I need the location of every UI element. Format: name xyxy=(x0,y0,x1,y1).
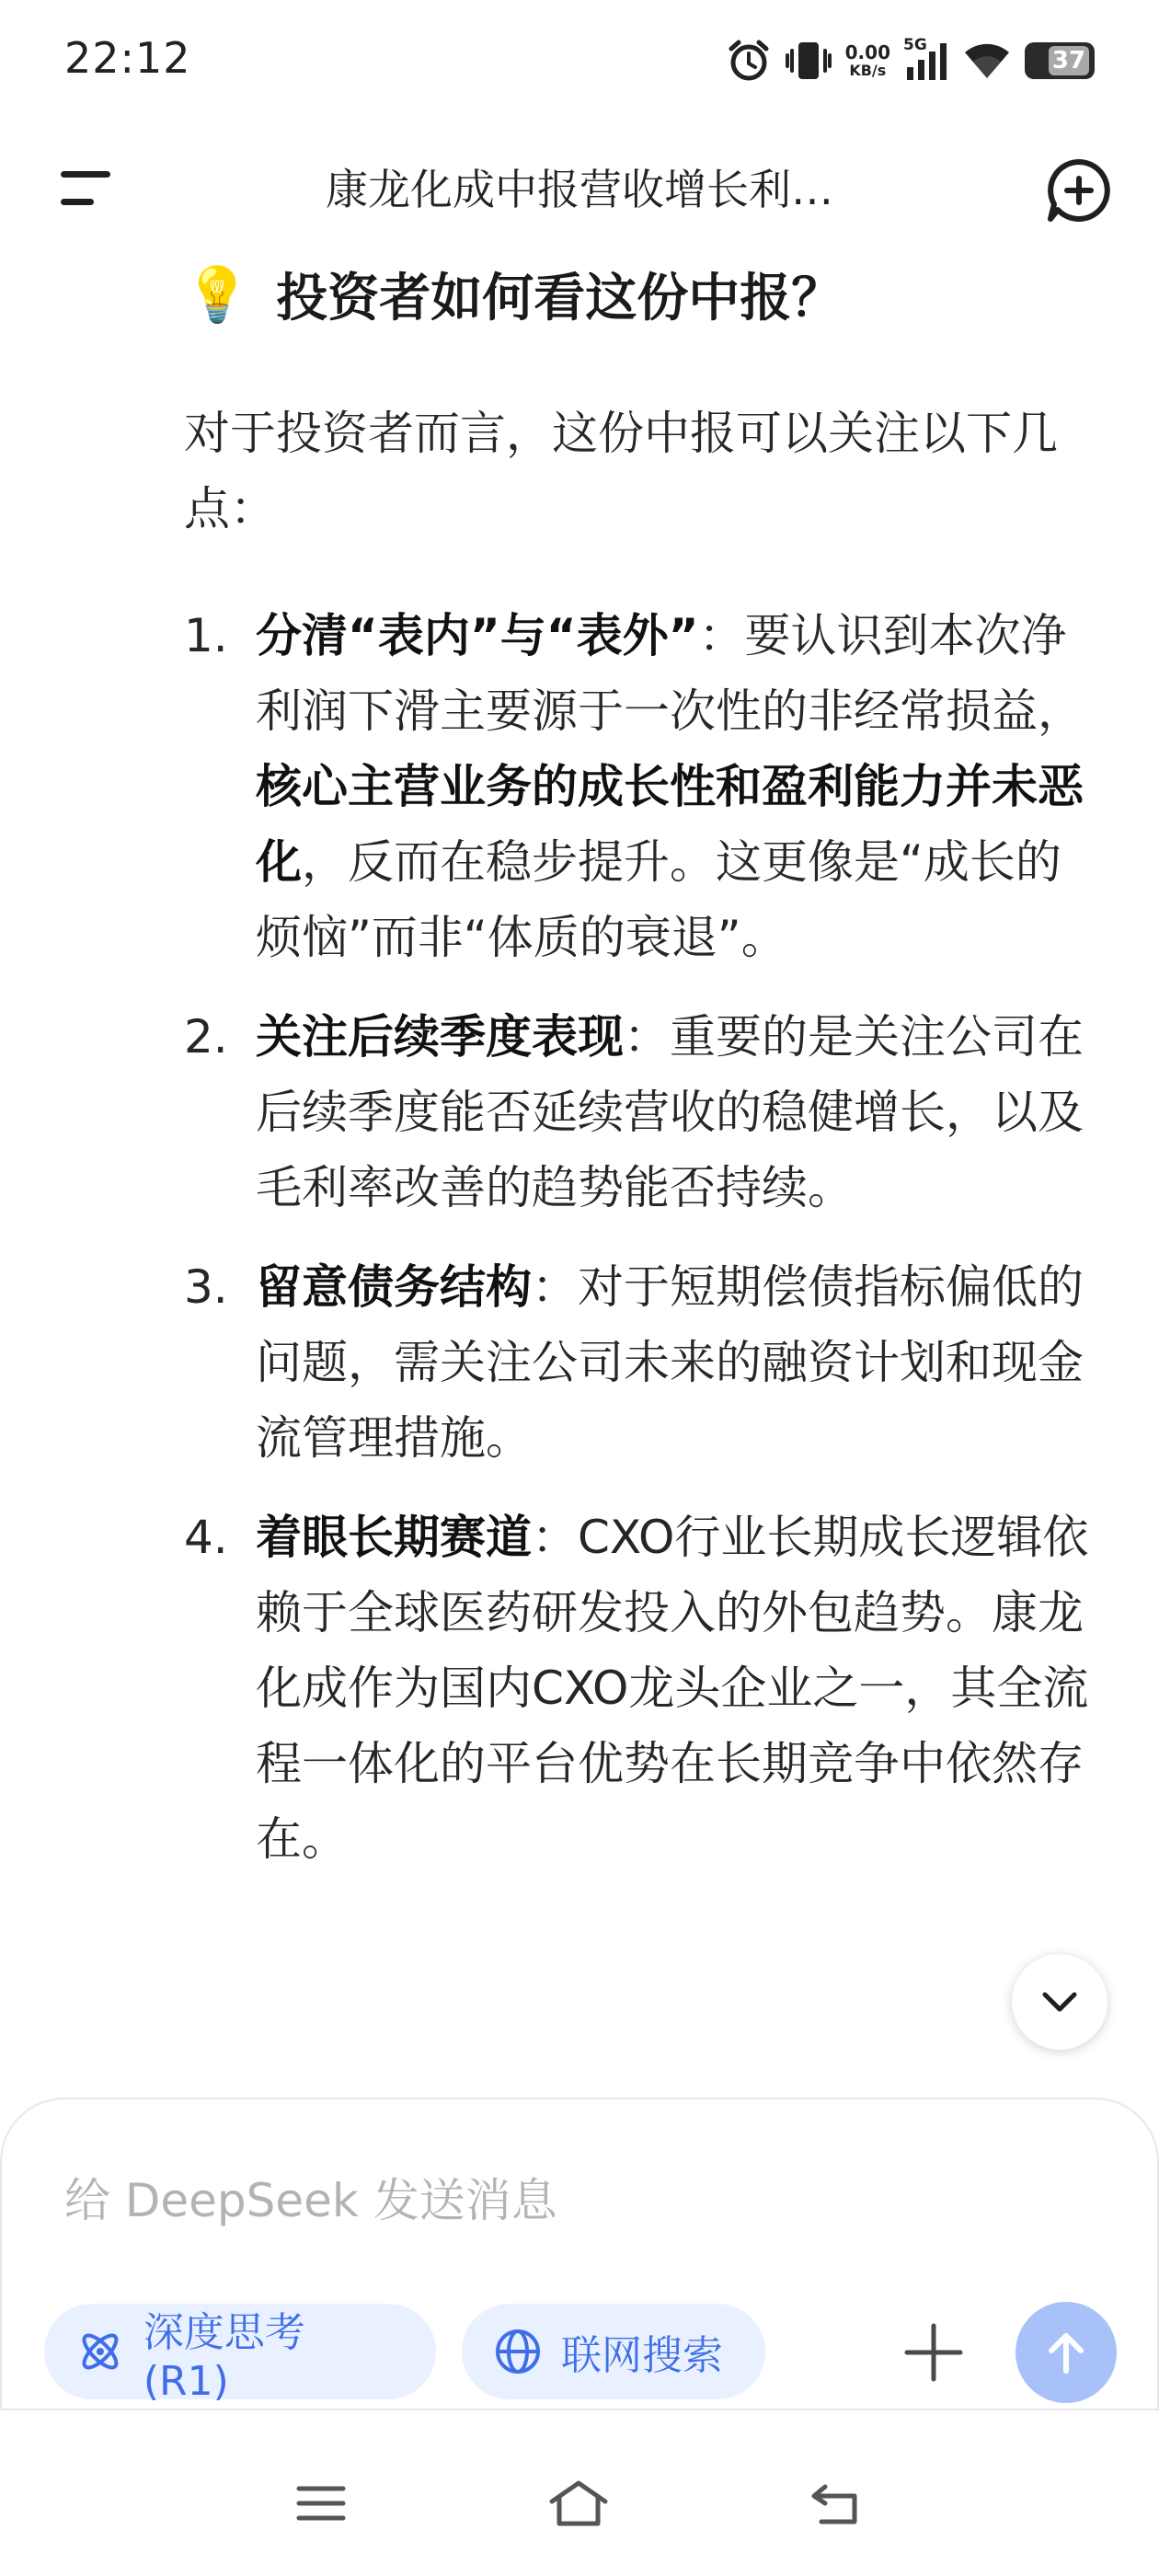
intro-paragraph: 对于投资者而言，这份中报可以关注以下几点： xyxy=(184,407,1058,535)
status-bar xyxy=(0,0,1159,129)
deep-think-label: 深度思考 (R1) xyxy=(143,2308,305,2405)
battery-icon xyxy=(1025,42,1095,79)
list-item-number: 4. xyxy=(184,1511,228,1564)
recent-apps-icon xyxy=(293,2480,349,2526)
list-item-number: 1. xyxy=(184,609,228,662)
section-heading xyxy=(184,248,843,340)
list-item xyxy=(184,1500,1095,1877)
status-time: 22:12 xyxy=(64,33,191,83)
body-text: ：重要的是关注公司在后续季度能否延续营收的稳健增长，以及毛利率改善的趋势能否持续。 xyxy=(256,1010,1084,1214)
nav-back-button[interactable] xyxy=(804,2471,868,2536)
lightbulb-icon: 💡 xyxy=(184,262,251,326)
chat-content[interactable] xyxy=(0,248,1159,2079)
key-points-list xyxy=(184,598,1095,1901)
web-search-label: 联网搜索 xyxy=(561,2332,723,2379)
body-text: ：对于短期偿债指标偏低的问题，需关注公司未来的融资计划和现金流管理措施。 xyxy=(256,1260,1084,1465)
nav-home-button[interactable] xyxy=(546,2471,611,2536)
body-text: ：要认识到本次净利润下滑主要源于一次性的非经常损益， xyxy=(256,609,1084,738)
bold-text: 核心主营业务的成长性和盈利能力并未恶化 xyxy=(256,760,1084,889)
wifi-icon xyxy=(962,40,1012,82)
bold-text: 关注后续季度表现 xyxy=(256,1010,624,1064)
list-item-number: 3. xyxy=(184,1260,228,1314)
send-button[interactable] xyxy=(1016,2302,1117,2403)
menu-icon xyxy=(61,171,110,178)
net-speed-unit: KB/s xyxy=(849,62,887,79)
menu-icon-line xyxy=(61,199,94,205)
attach-button[interactable] xyxy=(903,2322,964,2383)
body-text: ，反而在稳步提升。这更像是“成长的烦恼”而非“体质的衰退”。 xyxy=(256,835,1061,964)
arrow-up-icon xyxy=(1040,2327,1092,2378)
new-chat-icon xyxy=(1045,156,1113,224)
app-header xyxy=(0,129,1159,248)
bold-text: 分清“表内”与“表外” xyxy=(256,609,699,662)
net-speed-value: 0.00 xyxy=(844,41,890,63)
list-item-number: 2. xyxy=(184,1010,228,1064)
home-icon xyxy=(546,2478,611,2529)
back-icon xyxy=(807,2478,866,2529)
deep-think-toggle[interactable] xyxy=(44,2304,436,2405)
signal-icon xyxy=(903,36,949,82)
vibrate-icon xyxy=(785,38,832,84)
menu-button[interactable] xyxy=(52,167,116,213)
web-search-toggle[interactable] xyxy=(462,2304,765,2399)
atom-icon xyxy=(75,2327,125,2376)
chevron-down-icon xyxy=(1039,1988,1080,2016)
body-text: ：CXO行业长期成长逻辑依赖于全球医药研发投入的外包趋势。康龙化成作为国内CXO龙头企业之一，其全流程一体化的平台优势在长期竞争中依然存在。 xyxy=(256,1511,1089,1866)
system-nav-bar xyxy=(0,2429,1159,2576)
nav-menu-button[interactable] xyxy=(289,2471,353,2536)
net-speed xyxy=(845,43,890,78)
globe-icon xyxy=(493,2327,543,2376)
bold-text: 留意债务结构 xyxy=(256,1260,532,1314)
list-item xyxy=(184,999,1095,1225)
status-icons xyxy=(726,33,1095,88)
scroll-to-bottom-button[interactable] xyxy=(1012,1954,1107,2050)
conversation-title[interactable]: 康龙化成中报营收增长利… xyxy=(326,165,833,214)
section-title: 投资者如何看这份中报？ xyxy=(276,269,843,328)
alarm-icon xyxy=(726,38,772,84)
list-item xyxy=(184,1249,1095,1476)
message-input[interactable]: 给 DeepSeek 发送消息 xyxy=(64,2174,557,2227)
message-composer xyxy=(0,2098,1159,2410)
new-chat-button[interactable] xyxy=(1045,156,1113,224)
plus-icon xyxy=(903,2322,964,2383)
list-item xyxy=(184,598,1095,975)
bold-text: 着眼长期赛道 xyxy=(256,1511,532,1564)
battery-level: 37 xyxy=(1049,46,1089,75)
network-type: 5G xyxy=(903,36,927,54)
